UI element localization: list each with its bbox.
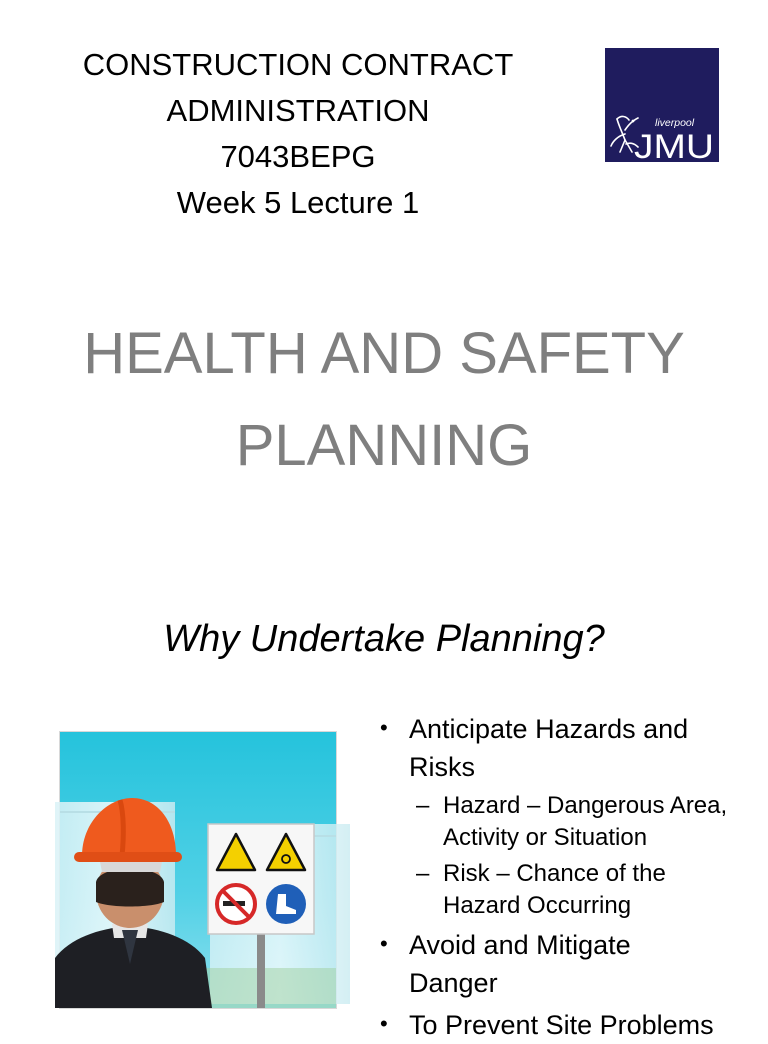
bullet-marker: • bbox=[380, 715, 388, 740]
bullet-text: Avoid and Mitigate bbox=[409, 930, 631, 960]
sub-bullet-marker: – bbox=[416, 792, 430, 819]
sub-bullet-text: Risk – Chance of the bbox=[443, 860, 666, 887]
sub-bullet-item bbox=[378, 858, 768, 922]
bullet-text: To Prevent Site Problems bbox=[409, 1010, 714, 1040]
topic-title bbox=[0, 308, 768, 492]
bullet-item bbox=[378, 710, 768, 786]
logo-small-text: liverpool bbox=[655, 117, 695, 129]
no-smoking-icon bbox=[217, 885, 255, 923]
bullet-text: Danger bbox=[409, 968, 498, 998]
course-title-line: CONSTRUCTION CONTRACT bbox=[82, 47, 514, 82]
topic-title-line: HEALTH AND SAFETY bbox=[83, 321, 685, 386]
bullet-list bbox=[378, 706, 768, 1044]
course-code: 7043BEPG bbox=[220, 139, 376, 174]
topic-title-line: PLANNING bbox=[235, 413, 533, 478]
safety-boot-icon bbox=[266, 884, 306, 924]
slide-course-title bbox=[0, 0, 768, 258]
lecture-label: Week 5 Lecture 1 bbox=[176, 185, 420, 220]
bullet-text: Anticipate Hazards and bbox=[409, 714, 689, 744]
sub-bullet-text: Hazard – Dangerous Area, bbox=[443, 792, 728, 819]
bullet-text: Risks bbox=[409, 752, 475, 782]
course-title bbox=[40, 42, 556, 226]
logo-large-text: JMU bbox=[634, 128, 714, 166]
slide-heading: Why Undertake Planning? bbox=[163, 618, 605, 660]
slide-why-planning bbox=[0, 520, 768, 1040]
bullet-marker: • bbox=[380, 931, 388, 956]
sub-bullet-text: Hazard Occurring bbox=[443, 892, 632, 919]
university-logo bbox=[605, 48, 719, 166]
bullet-item bbox=[378, 1006, 768, 1044]
sub-bullet-text: Activity or Situation bbox=[443, 824, 648, 851]
sub-bullet-marker: – bbox=[416, 860, 430, 887]
bullet-item bbox=[378, 926, 768, 1002]
bullet-marker: • bbox=[380, 1011, 388, 1036]
safety-photo bbox=[60, 732, 336, 1008]
sub-bullet-item bbox=[378, 790, 768, 854]
slide-topic-title bbox=[0, 258, 768, 520]
course-title-line: ADMINISTRATION bbox=[166, 93, 430, 128]
